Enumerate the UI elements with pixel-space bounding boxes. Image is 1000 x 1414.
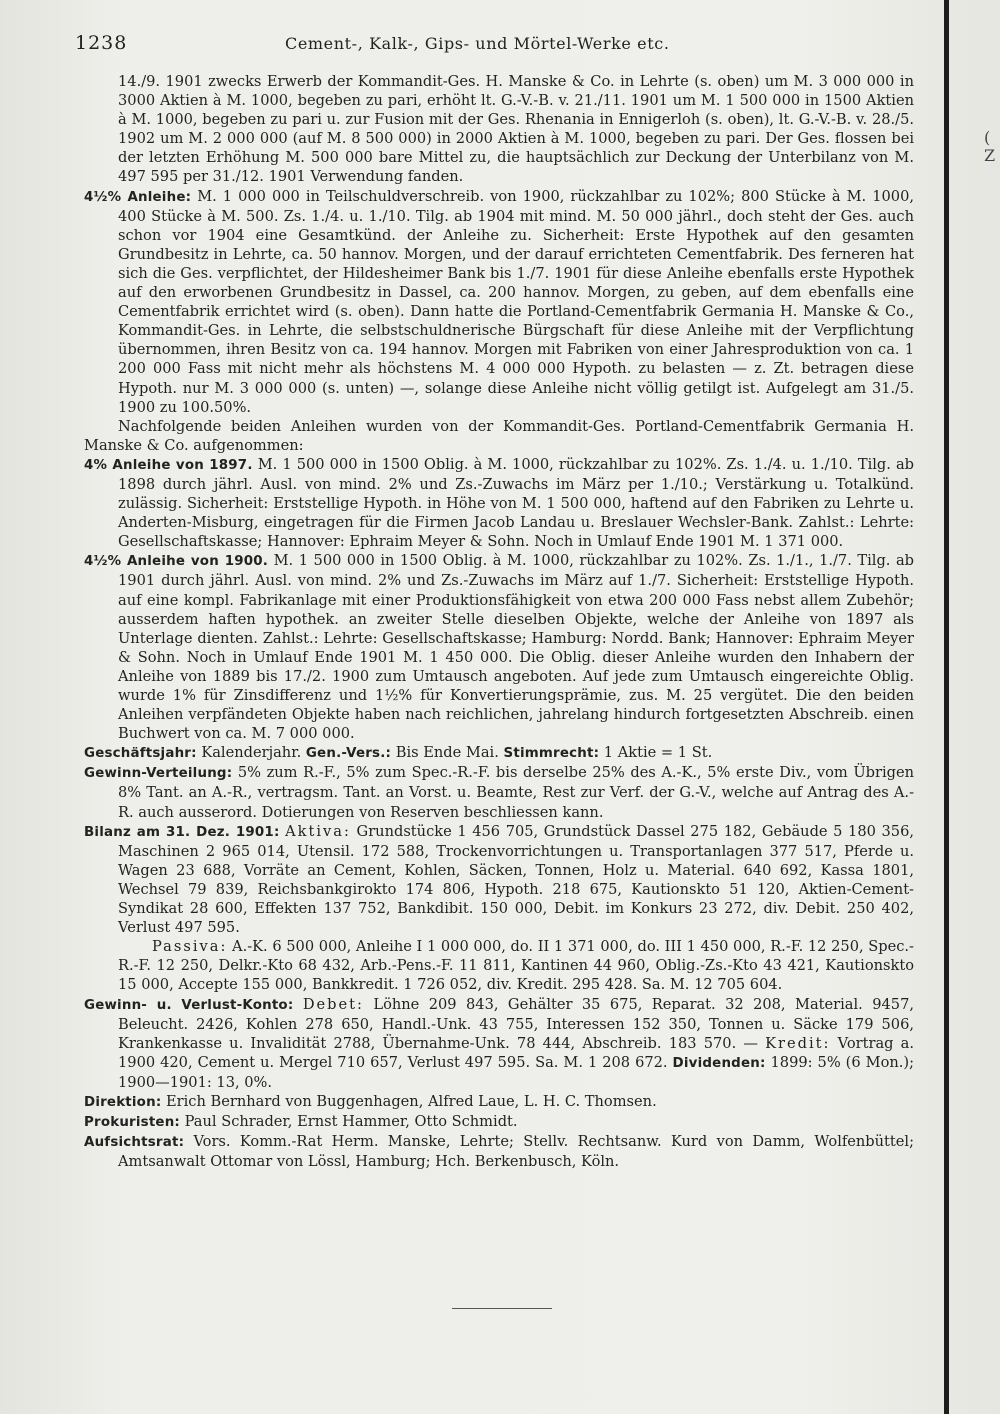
assets-label: Aktiva: <box>285 822 351 840</box>
capital-paragraph <box>84 72 914 187</box>
page-edge-rule <box>944 0 949 1414</box>
procurists-text: Paul Schrader, Ernst Hammer, Otto Schmidt. <box>184 1113 518 1131</box>
margin-mark: Z <box>984 146 996 165</box>
intro-note-paragraph <box>84 417 914 455</box>
liabilities-text: A.-K. 6 500 000, Anleihe I 1 000 000, do. II 1 371 000, do. III 1 450 000, R.-F. 12 250, Spec.-R.-F. 12 250, Delkr.-Kto 68 432, Arb.-Pens.-F. 11 811, Kantinen 44 960, Oblig.-Zs.-Kto 43 421, Kautionskto 15 000, Accepte 155 000, Bankkredit. 1 726 052, div. Kredit. 295 428. Sa. M. 12 705 604. <box>118 938 914 994</box>
pnl-paragraph <box>84 995 914 1092</box>
management-paragraph <box>84 1092 914 1112</box>
loan-1900-label: 4½% Anleihe: <box>84 189 192 205</box>
liabilities-label: Passiva: <box>152 938 228 956</box>
balance-label: Bilanz am 31. Dez. 1901: <box>84 824 280 840</box>
balance-liabilities-paragraph <box>84 937 914 994</box>
board-paragraph <box>84 1132 914 1171</box>
procurists-label: Prokuristen: <box>84 1115 180 1131</box>
dividend-label: Dividenden: <box>672 1055 766 1071</box>
debit-text: Löhne 209 843, Gehälter 35 675, Reparat. 32 208, Material. 9457, Beleucht. 2426, Kohlen 278 650, Handl.-Unk. 43 755, Interessen 152 350, Tonnen u. Säcke 179 506, Krankenkasse u. Invalidität 2788, Übernahme-Unk. 78 444, Abschreib. 183 570. — <box>118 995 915 1052</box>
margin-mark: ( <box>984 128 991 147</box>
management-label: Direktion: <box>84 1094 162 1110</box>
profit-distribution-paragraph <box>84 763 914 821</box>
profit-distribution-text: 5% zum R.-F., 5% zum Spec.-R.-F. bis derselbe 25% des A.-K., 5% erste Div., vom Übrigen 8% Tant. an A.-R., vertragsm. Tant. an Vorst. u. Beamte, Rest zur Verf. der G.-V., welche auf Antrag des A.-R. auch ausserord. Dotierungen von Reserven beschliessen kann. <box>118 764 914 821</box>
management-text: Erich Bernhard von Buggenhagen, Alfred Laue, L. H. C. Thomsen. <box>166 1092 657 1110</box>
debit-label: Debet: <box>302 995 364 1013</box>
credit-text: Vortrag a. 1900 420, Cement u. Mergel 710 657, Verlust 497 595. Sa. M. 1 208 672. <box>118 1034 914 1071</box>
page-body <box>84 72 914 1171</box>
loan-1897-paragraph <box>84 455 914 551</box>
loan-1900b-label: 4½% Anleihe von 1900. <box>84 554 269 570</box>
board-label: Aufsichtsrat: <box>84 1135 185 1151</box>
page-header <box>75 32 935 60</box>
balance-assets-paragraph <box>84 822 914 938</box>
loan-1897-text: M. 1 500 000 in 1500 Oblig. à M. 1000, rückzahlbar zu 102%. Zs. 1./4. u. 1./10. Tilg. ab 1898 durch jährl. Ausl. von mind. 2% und Zs.-Zuwachs im März per 1./10.; Verstärkung u. Totalkünd. zulässig. Sicherheit: Erststellige Hypoth. in Höhe von M. 1 500 000, haftend auf den Fabriken zu Lehrte u. Anderten-Misburg, eingetragen für die Firmen Jacob Landau u. Breslauer Wechsler-Bank. Zahlst.: Lehrte: Gesellschaftskasse; Hannover: Ephraim Meyer & Sohn. Noch in Umlauf Ende 1901 M. 1 371 000. <box>118 455 915 551</box>
loan-1897-label: 4% Anleihe von 1897. <box>84 457 253 473</box>
page-number: 1238 <box>75 32 128 54</box>
voting-right-label: Stimmrecht: <box>503 746 600 762</box>
capital-text: 14./9. 1901 zwecks Erwerb der Kommandit-Ges. H. Manske & Co. in Lehrte (s. oben) um M. 3 000 000 in 3000 Aktien à M. 1000, begeben zu pari, erhöht lt. G.-V.-B. v. 21./11. 1901 um M. 1 500 000 in 1500 Aktien à M. 1000, begeben zu pari u. zur Fusion mit der Ges. Rhenania in Ennigerloh (s. oben), lt. G.-V.-B. v. 28./5. 1902 um M. 2 000 000 (auf M. 8 500 000) in 2000 Aktien à M. 1000, begeben zu pari. Der Ges. flossen bei der letzten Erhöhung M. 500 000 bare Mittel zu, die hauptsächlich zur Deckung der Unterbilanz von M. 497 595 per 31./12. 1901 Verwendung fanden. <box>118 73 914 186</box>
loan-1900b-paragraph <box>84 551 914 743</box>
loan-1900b-text: M. 1 500 000 in 1500 Oblig. à M. 1000, rückzahlbar zu 102%. Zs. 1./1., 1./7. Tilg. ab 1901 durch jährl. Ausl. von mind. 2% und Zs.-Zuwachs im März auf 1./7. Sicherheit: Erststellige Hypoth. auf eine kompl. Fabrikanlage mit einer Produktionsfähigkeit von etwa 200 000 Fass nebst allem Zubehör; ausserdem haften hypothek. an zweiter Stelle dieselben Objekte, welche der Anleihe von 1897 als Unterlage dienten. Zahlst.: Lehrte: Gesellschaftskasse; Hamburg: Nordd. Bank; Hannover: Ephraim Meyer & Sohn. Noch in Umlauf Ende 1901 M. 1 450 000. Die Oblig. dieser Anleihe wurden den Inhabern der Anleihe von 1889 bis 17./2. 1900 zum Umtausch angeboten. Auf jede zum Umtausch eingereichte Oblig. wurde 1% für Zinsdifferenz und 1½% für Konvertierungsprämie, zus. M. 25 vergütet. Die den beiden Anleihen verpfändeten Objekte haben nach reichlichen, jahrelang hindurch fortgesetzten Abschreib. einen Buchwert von ca. M. 7 000 000. <box>118 552 914 743</box>
profit-distribution-label: Gewinn-Verteilung: <box>84 766 233 782</box>
fiscal-text: Kalenderjahr. <box>201 744 302 762</box>
fiscal-label: Geschäftsjahr: <box>84 746 197 762</box>
intro-note-text: Nachfolgende beiden Anleihen wurden von der Kommandit-Ges. Portland-Cementfabrik Germania H. Manske & Co. aufgenommen: <box>84 417 914 454</box>
fiscal-paragraph <box>84 743 914 763</box>
general-meeting-text: Bis Ende Mai. <box>395 744 499 762</box>
voting-right-text: 1 Aktie = 1 St. <box>603 744 713 762</box>
procurists-paragraph <box>84 1112 914 1132</box>
dividend-text: 1899: 5% (6 Mon.); 1900—1901: 13, 0%. <box>118 1053 915 1091</box>
pnl-label: Gewinn- u. Verlust-Konto: <box>84 997 294 1013</box>
general-meeting-label: Gen.-Vers.: <box>305 746 392 762</box>
loan-1900-paragraph <box>84 187 914 417</box>
section-end-rule <box>452 1308 552 1309</box>
credit-label: Kredit: <box>765 1034 831 1052</box>
loan-1900-text: M. 1 000 000 in Teilschuldverschreib. von 1900, rückzahlbar zu 102%; 800 Stücke à M. 1000, 400 Stücke à M. 500. Zs. 1./4. u. 1./10. Tilg. ab 1904 mit mind. M. 50 000 jährl., doch steht der Ges. auch schon vor 1904 eine Gesamtkünd. der Anleihe zu. Sicherheit: Erste Hypothek auf den gesamten Grundbesitz in Lehrte, ca. 50 hannov. Morgen, und der darauf errichteten Cementfabrik. Des ferneren hat sich die Ges. verpflichtet, der Hildesheimer Bank bis 1./7. 1901 für diese Anleihe ebenfalls erste Hypothek auf den erworbenen Grundbesitz in Dassel, ca. 200 hannov. Morgen, zu geben, auf dem ebenfalls eine Cementfabrik errichtet wird (s. oben). Dann hatte die Portland-Cementfabrik Germania H. Manske & Co., Kommandit-Ges. in Lehrte, die selbstschuldnerische Bürgschaft für diese Anleihe mit der Verpflichtung übernommen, ihren Besitz von ca. 194 hannov. Morgen mit Fabriken von einer Jahresproduktion von ca. 1 200 000 Fass mit nicht mehr als höchstens M. 4 000 000 Hypoth. zu belasten — z. Zt. betragen diese Hypoth. nur M. 3 000 000 (s. unten) —, solange diese Anleihe nicht völlig getilgt ist. Aufgelegt am 31./5. 1900 zu 100.50%. <box>118 187 914 416</box>
assets-text: Grundstücke 1 456 705, Grundstück Dassel 275 182, Gebäude 5 180 356, Maschinen 2 965 014, Utensil. 172 588, Trockenvorrichtungen u. Transportanlagen 377 517, Pferde u. Wagen 23 688, Vorräte an Cement, Kohlen, Säcken, Tonnen, Holz u. Material. 640 692, Kassa 1801, Wechsel 79 839, Reichsbankgirokto 174 806, Hypoth. 218 675, Kautionskto 51 120, Aktien-Cement-Syndikat 28 600, Effekten 137 752, Bankdibit. 150 000, Debit. im Konkurs 23 272, div. Debit. 250 402, Verlust 497 595. <box>118 822 915 937</box>
board-text: Vors. Komm.-Rat Herm. Manske, Lehrte; Stellv. Rechtsanw. Kurd von Damm, Wolfenbüttel; Amtsanwalt Ottomar von Lössl, Hamburg; Hch. Berkenbusch, Köln. <box>118 1133 914 1171</box>
running-title: Cement-, Kalk-, Gips- und Mörtel-Werke etc. <box>285 34 670 53</box>
